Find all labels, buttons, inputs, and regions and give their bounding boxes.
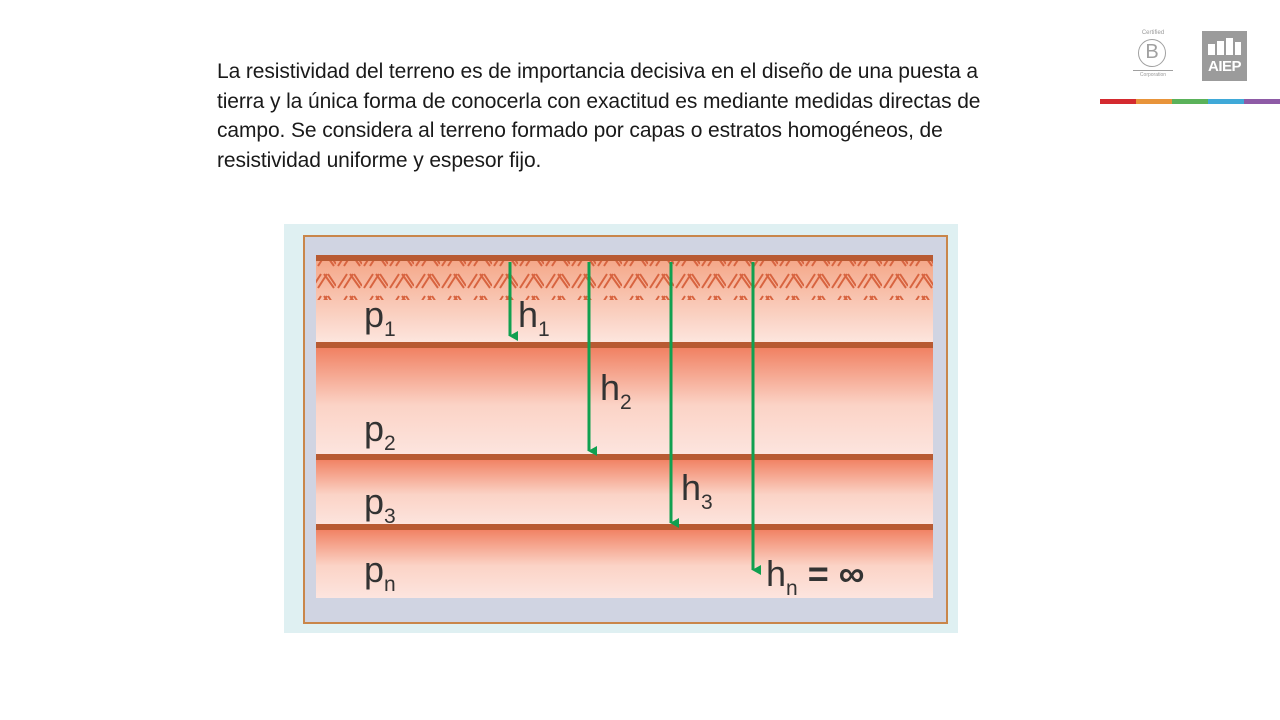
accent-strip-segment-4 [1208,99,1244,104]
aiep-logo-text: AIEP [1207,58,1241,75]
b-corp-corporation-text: Corporation [1133,70,1173,78]
accent-strip-segment-5 [1244,99,1280,104]
accent-strip-segment-3 [1172,99,1208,104]
boundary-band-1 [316,342,933,348]
layer-label-3: $p_3$ [364,481,396,528]
accent-strip-segment-1 [1100,99,1136,104]
layer-3-fill [316,456,933,526]
boundary-band-2 [316,454,933,460]
layer-label-2: $p_2$ [364,408,396,455]
accent-color-strip [1100,99,1280,104]
aiep-logo [1202,31,1247,81]
soil-layers [316,255,933,598]
b-corp-letter: B [1138,39,1166,67]
accent-strip-segment-2 [1136,99,1172,104]
description-paragraph: La resistividad del terreno es de importancia decisiva en el diseño de una puesta a tierra y la única forma de conocerla con exactitud es mediante medidas directas de campo. Se considera al terreno formado por capas o estratos homogéneos, de resistividad uniforme y espesor fijo. [217,60,981,172]
depth-label-hn: $h_n$ = ∞ [766,553,865,600]
soil-layers-diagram [284,224,958,633]
depth-label-h1: $h_1$ [518,294,550,341]
surface-band [316,255,933,261]
boundary-band-3 [316,524,933,530]
layer-label-n: $p_n$ [364,549,396,596]
layer-label-1: $p_1$ [364,294,396,341]
depth-label-h3: $h_3$ [681,467,713,514]
depth-label-h2: $h_2$ [600,367,632,414]
b-corp-certified-text: Certified [1141,30,1165,36]
b-corp-logo [1133,30,1173,82]
surface-hatch [316,260,933,300]
aiep-logo-bars-icon [1208,38,1241,55]
